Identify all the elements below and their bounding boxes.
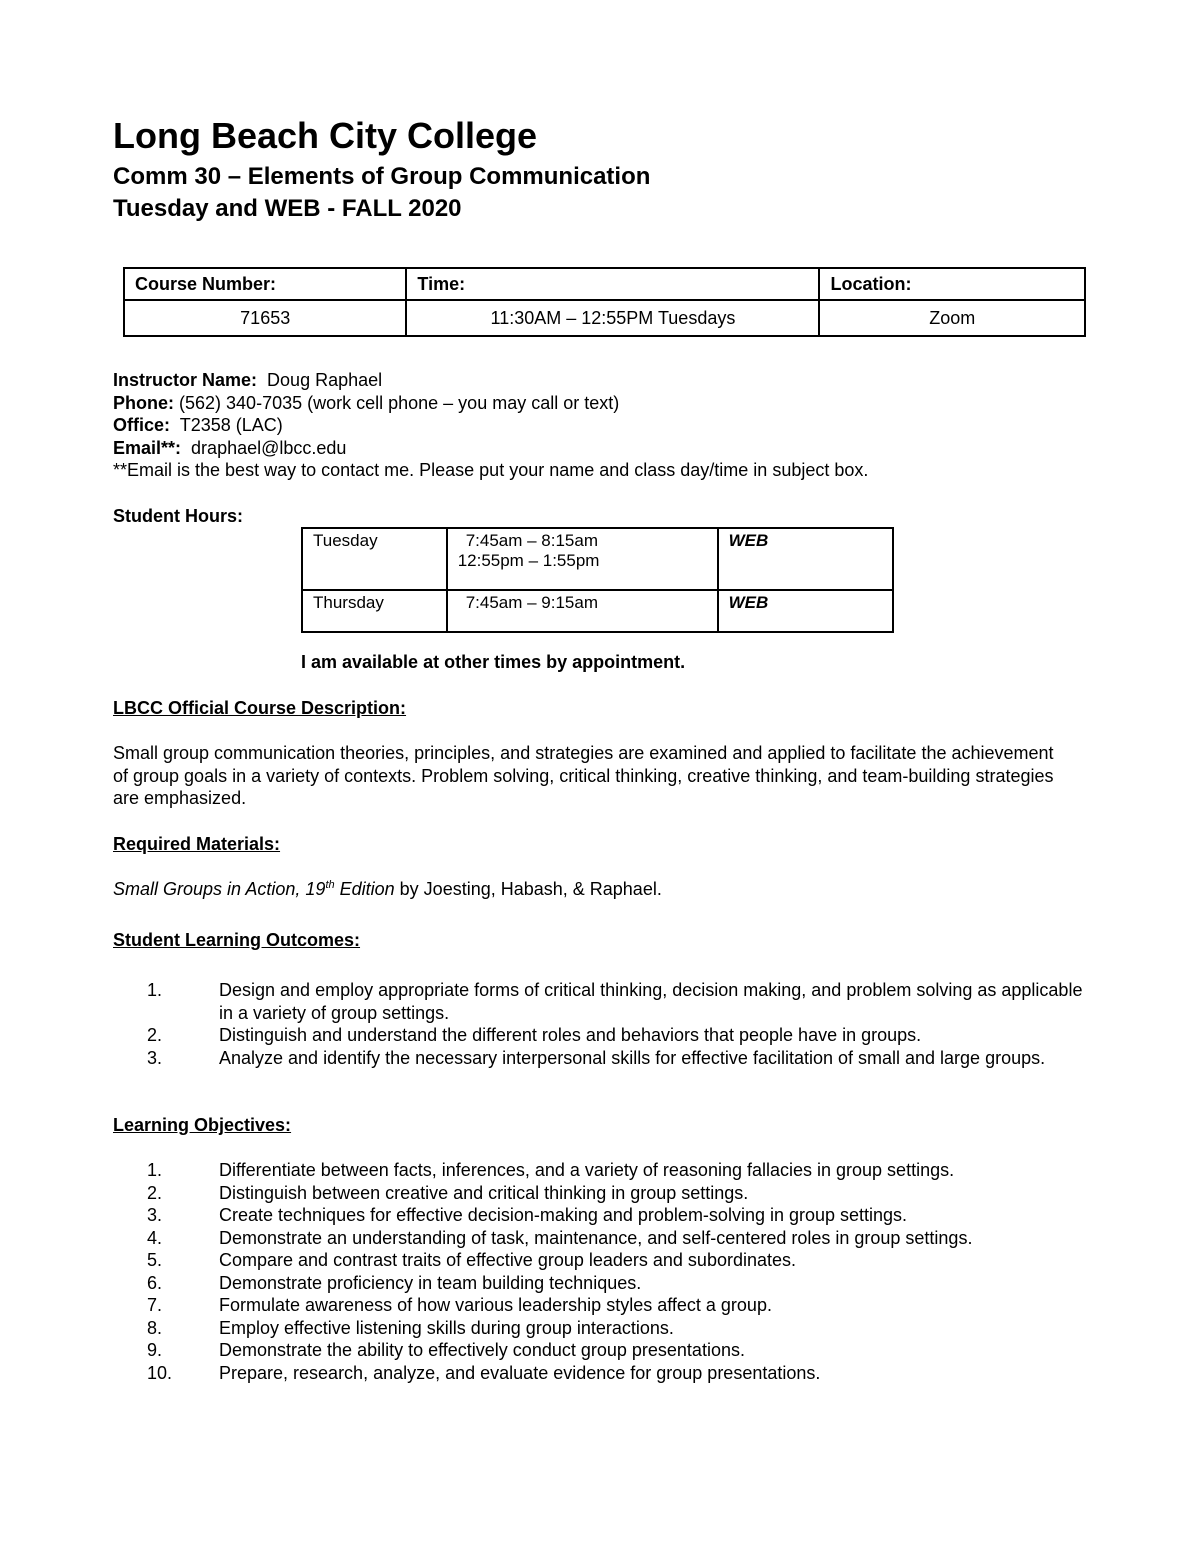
list-item-number: 6.	[147, 1272, 163, 1293]
time-header: Time:	[406, 268, 819, 300]
course-line: Comm 30 – Elements of Group Communication	[113, 163, 651, 190]
hours-time-1: 7:45am – 9:15am	[465, 593, 598, 612]
page-title: Long Beach City College	[113, 115, 538, 156]
hours-day: Tuesday	[302, 528, 447, 590]
list-item	[113, 1249, 1083, 1272]
list-item-text: Distinguish between creative and critical thinking in group settings.	[219, 1182, 749, 1203]
list-item-number: 2.	[147, 1182, 163, 1203]
list-item-number: 1.	[147, 980, 163, 1000]
list-item-number: 4.	[147, 1227, 163, 1248]
list-item-text: Compare and contrast traits of effective group leaders and subordinates.	[219, 1250, 797, 1270]
list-item	[113, 1317, 1083, 1340]
table-row	[302, 528, 893, 590]
list-item-number: 2.	[147, 1025, 163, 1045]
list-item	[113, 1047, 1083, 1070]
list-item-text: Demonstrate an understanding of task, maintenance, and self-centered roles in group settings.	[219, 1227, 973, 1248]
hours-time-1: 7:45am – 8:15am	[465, 531, 598, 550]
phone-value: (562) 340-7035 (work cell phone – you may call or text)	[179, 392, 620, 413]
list-item	[113, 1204, 1083, 1227]
list-item-text: Demonstrate the ability to effectively conduct group presentations.	[219, 1340, 745, 1360]
description-heading: LBCC Official Course Description:	[113, 698, 407, 718]
email-label: Email**:	[113, 437, 182, 458]
availability-note: I am available at other times by appointment.	[301, 652, 686, 672]
objectives-heading: Learning Objectives:	[113, 1115, 292, 1135]
instructor-name: Doug Raphael	[267, 370, 383, 390]
email-link[interactable]: draphael@lbcc.edu	[191, 437, 347, 458]
hours-day: Thursday	[302, 590, 447, 632]
list-item-text: Demonstrate proficiency in team building techniques.	[219, 1272, 642, 1293]
time-value: 11:30AM – 12:55PM Tuesdays	[406, 300, 819, 336]
term-line: Tuesday and WEB - FALL 2020	[113, 195, 462, 222]
office-value: T2358 (LAC)	[179, 415, 283, 435]
hours-time	[447, 590, 718, 632]
list-item-text: Create techniques for effective decision-making and problem-solving in group settings.	[219, 1205, 908, 1225]
list-item	[113, 1182, 1083, 1205]
office-line	[113, 414, 868, 437]
list-item-text: Employ effective listening skills during group interactions.	[219, 1317, 674, 1338]
office-label: Office:	[113, 415, 171, 435]
description-text: Small group communication theories, principles, and strategies are examined and applied to facilitate the achievement of group goals in a variety of contexts. Problem solving, critical thinking, creative thinking, and team-building strategies are emphasized.	[113, 743, 1054, 808]
outcomes-list	[113, 979, 1083, 1069]
hours-mode: WEB	[718, 590, 893, 632]
list-item	[113, 1024, 1083, 1047]
course-number-value: 71653	[124, 300, 406, 336]
course-number-header: Course Number:	[124, 268, 406, 300]
table-row	[302, 590, 893, 632]
phone-line	[113, 392, 868, 415]
email-note: **Email is the best way to contact me. Please put your name and class day/time in subject box.	[113, 460, 869, 480]
book-authors: by Joesting, Habash, & Raphael.	[394, 879, 662, 899]
list-item-text: Design and employ appropriate forms of critical thinking, decision making, and problem solving as applicable in a variety of group settings.	[219, 980, 1083, 1023]
list-item	[113, 979, 1083, 1024]
list-item-number: 9.	[147, 1340, 163, 1360]
list-item	[113, 1227, 1083, 1250]
list-item-text: Analyze and identify the necessary interpersonal skills for effective facilitation of small and large groups.	[219, 1047, 1046, 1068]
book-title-a: Small Groups in Action, 19	[113, 879, 326, 899]
outcomes-heading: Student Learning Outcomes:	[113, 930, 361, 950]
list-item-number: 5.	[147, 1250, 163, 1270]
student-hours-table	[301, 527, 894, 633]
list-item-text: Prepare, research, analyze, and evaluate evidence for group presentations.	[219, 1362, 821, 1383]
objectives-list	[113, 1159, 1083, 1384]
student-hours-label: Student Hours:	[113, 506, 243, 526]
instructor-name-label: Instructor Name:	[113, 370, 258, 390]
list-item	[113, 1339, 1083, 1362]
email-line	[113, 437, 868, 460]
list-item-number: 8.	[147, 1317, 163, 1338]
location-header: Location:	[819, 268, 1085, 300]
instructor-name-line	[113, 369, 868, 392]
list-item-number: 10.	[147, 1362, 173, 1383]
list-item-number: 1.	[147, 1160, 163, 1180]
list-item	[113, 1362, 1083, 1385]
list-item-number: 7.	[147, 1295, 163, 1315]
location-value: Zoom	[819, 300, 1085, 336]
list-item-text: Differentiate between facts, inferences, and a variety of reasoning fallacies in group settings.	[219, 1160, 955, 1180]
book-title-sup: th	[325, 879, 335, 891]
list-item	[113, 1159, 1083, 1182]
list-item-text: Distinguish and understand the different roles and behaviors that people have in groups.	[219, 1025, 922, 1045]
hours-mode: WEB	[718, 528, 893, 590]
hours-time-2: 12:55pm – 1:55pm	[457, 551, 600, 570]
list-item	[113, 1272, 1083, 1295]
instructor-info	[113, 369, 868, 482]
list-item	[113, 1294, 1083, 1317]
book-title-b: Edition	[334, 879, 395, 899]
phone-label: Phone:	[113, 392, 174, 413]
course-info-table	[123, 267, 1086, 337]
hours-time	[447, 528, 718, 590]
list-item-number: 3.	[147, 1205, 163, 1225]
list-item-text: Formulate awareness of how various leadership styles affect a group.	[219, 1295, 772, 1315]
list-item-number: 3.	[147, 1047, 163, 1068]
materials-heading: Required Materials:	[113, 834, 281, 854]
materials-text	[113, 878, 1073, 901]
